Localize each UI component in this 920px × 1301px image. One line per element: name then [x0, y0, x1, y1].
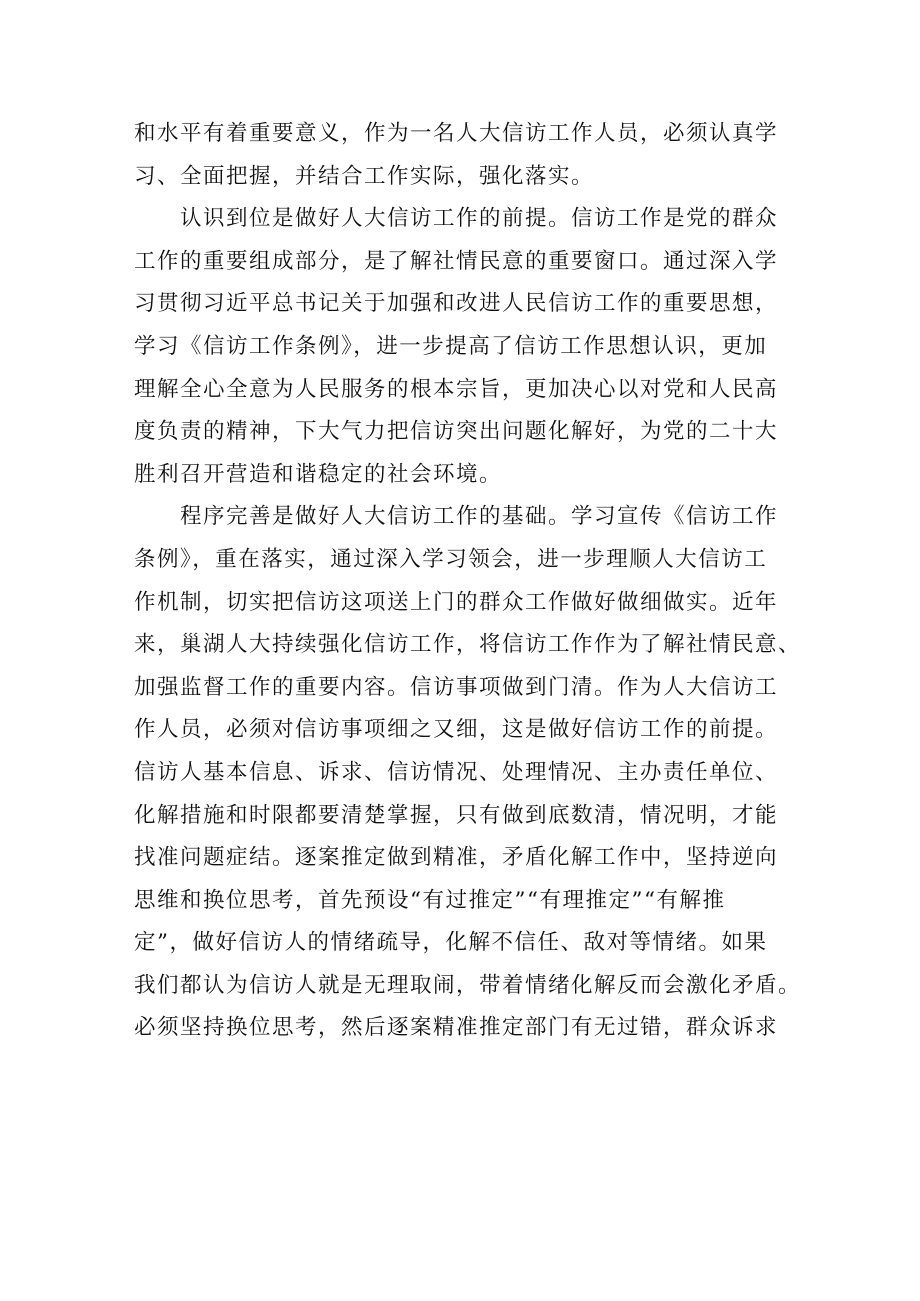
text-line: 和水平有着重要意义，作为一名人大信访工作人员，必须认真学 [134, 121, 779, 146]
text-line: 作机制，切实把信访这项送上门的群众工作做好做细做实。近年 [134, 589, 779, 615]
text-line: 来，巢湖人大持续强化信访工作，将信访工作作为了解社情民意、 [134, 632, 802, 658]
text-line: 习、全面把握，并结合工作实际，强化落实。 [134, 163, 595, 189]
text-line: 学习《信访工作条例》，进一步提高了信访工作思想认识，更加 [134, 333, 768, 359]
text-line: 化解措施和时限都要清楚掌握，只有做到底数清，情况明，才能 [134, 802, 779, 828]
text-line: 我们都认为信访人就是无理取闹，带着情绪化解反而会激化矛盾。 [134, 972, 802, 998]
text-line: 必须坚持换位思考，然后逐案精准推定部门有无过错，群众诉求 [134, 1015, 779, 1041]
body-text [134, 113, 802, 1050]
text-line: 胜利召开营造和谐稳定的社会环境。 [134, 461, 503, 487]
text-line: 理解全心全意为人民服务的根本宗旨，更加决心以对党和人民高 [134, 376, 779, 402]
text-line: 加强监督工作的重要内容。信访事项做到门清。作为人大信访工 [134, 674, 779, 700]
text-line: 认识到位是做好人大信访工作的前提。信访工作是党的群众 [134, 206, 779, 232]
text-line: 条例》，重在落实，通过深入学习领会，进一步理顺人大信访工 [134, 546, 768, 572]
text-line: 度负责的精神，下大气力把信访突出问题化解好，为党的二十大 [134, 419, 779, 445]
text-line: 习贯彻习近平总书记关于加强和改进人民信访工作的重要思想， [134, 291, 779, 317]
text-line: 定”，做好信访人的情绪疏导，化解不信任、敌对等情绪。如果 [134, 930, 768, 956]
text-line: 工作的重要组成部分，是了解社情民意的重要窗口。通过深入学 [134, 248, 779, 274]
text-line: 程序完善是做好人大信访工作的基础。学习宣传《信访工作 [134, 504, 779, 530]
text-line: 找准问题症结。逐案推定做到精准，矛盾化解工作中，坚持逆向 [134, 845, 779, 871]
text-line: 思维和换位思考，首先预设“有过推定”“有理推定”“有解推 [134, 887, 726, 913]
text-line: 作人员，必须对信访事项细之又细，这是做好信访工作的前提。 [134, 717, 779, 743]
text-line: 信访人基本信息、诉求、信访情况、处理情况、主办责任单位、 [134, 759, 779, 785]
